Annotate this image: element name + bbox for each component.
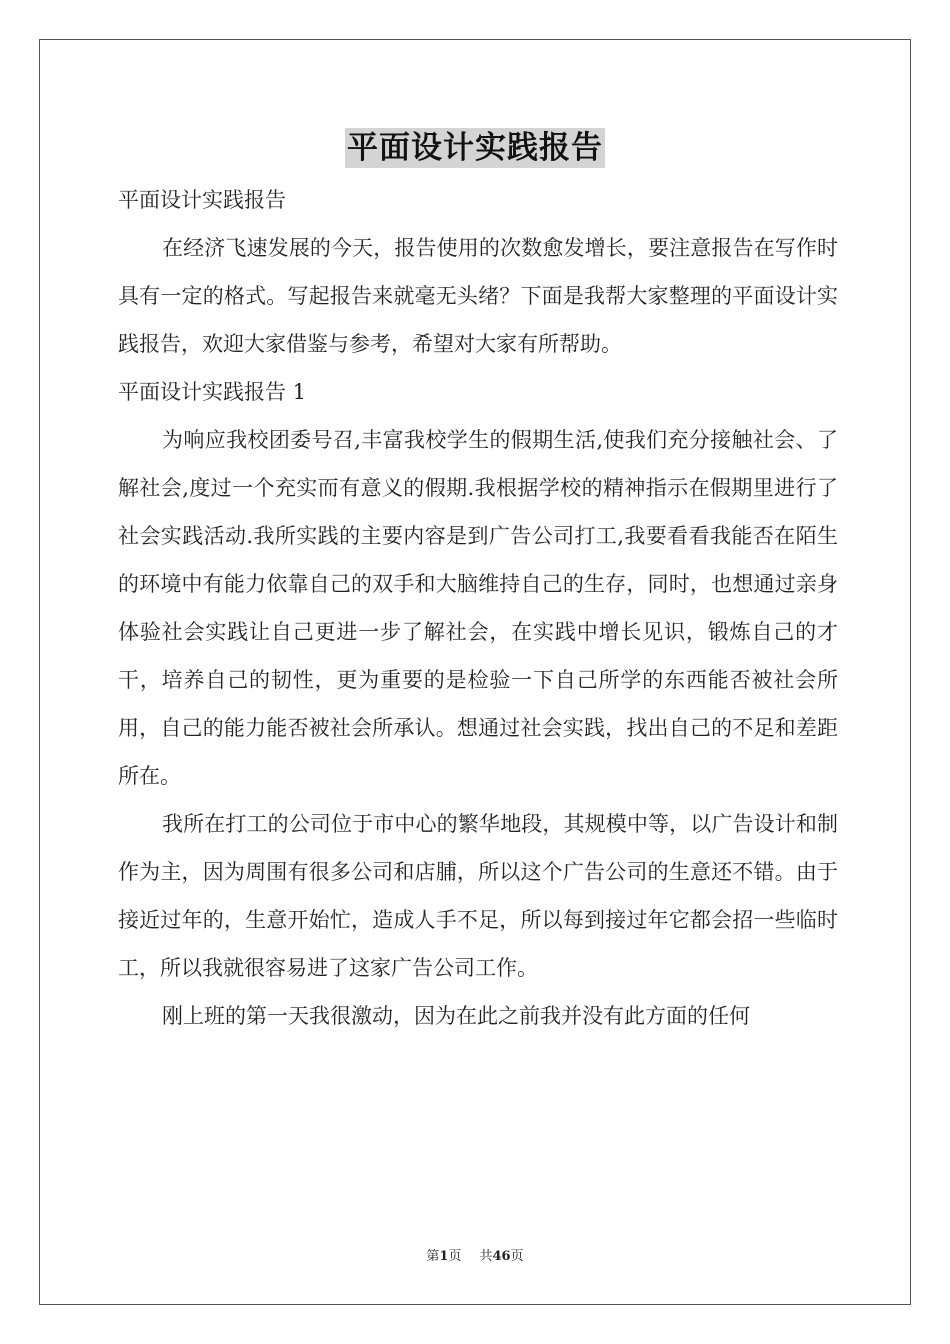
body-paragraph: 我所在打工的公司位于市中心的繁华地段，其规模中等，以广告设计和制作为主，因为周围有很多公司和店脯，所以这个广告公司的生意还不错。由于接近过年的，生意开始忙，造成人手不足，所以每到接过年它都会招一些临时工，所以我就很容易进了这家广告公司工作。 — [118, 812, 838, 980]
total-suffix: 页 — [510, 1249, 524, 1264]
body-paragraph: 刚上班的第一天我很激动，因为在此之前我并没有此方面的任何 — [162, 1004, 750, 1028]
page-suffix: 页 — [448, 1249, 462, 1264]
page-footer — [0, 1245, 950, 1264]
page-prefix: 第 — [426, 1249, 440, 1264]
section-heading: 平面设计实践报告 1 — [118, 380, 307, 404]
document-body — [118, 176, 838, 1040]
document-title: 平面设计实践报告 — [347, 130, 603, 166]
title-container — [0, 128, 950, 168]
page-number: 1 — [439, 1249, 449, 1264]
intro-paragraph: 在经济飞速发展的今天，报告使用的次数愈发增长，要注意报告在写作时具有一定的格式。写起报告来就毫无头绪？下面是我帮大家整理的平面设计实践报告，欢迎大家借鉴与参考，希望对大家有所帮助。 — [118, 236, 838, 356]
document-subtitle: 平面设计实践报告 — [118, 188, 286, 212]
body-paragraph: 为响应我校团委号召,丰富我校学生的假期生活,使我们充分接触社会、了解社会,度过一个充实而有意义的假期.我根据学校的精神指示在假期里进行了社会实践活动.我所实践的主要内容是到广告公司打工,我要看看我能否在陌生的环境中有能力依靠自己的双手和大脑维持自己的生存，同时，也想通过亲身体验社会实践让自己更进一步了解社会，在实践中增长见识，锻炼自己的才干，培养自己的韧性，更为重要的是检验一下自己所学的东西能否被社会所用，自己的能力能否被社会所承认。想通过社会实践，找出自己的不足和差距所在。 — [118, 428, 838, 788]
total-pages: 46 — [492, 1249, 511, 1264]
total-prefix: 共 — [479, 1249, 493, 1264]
